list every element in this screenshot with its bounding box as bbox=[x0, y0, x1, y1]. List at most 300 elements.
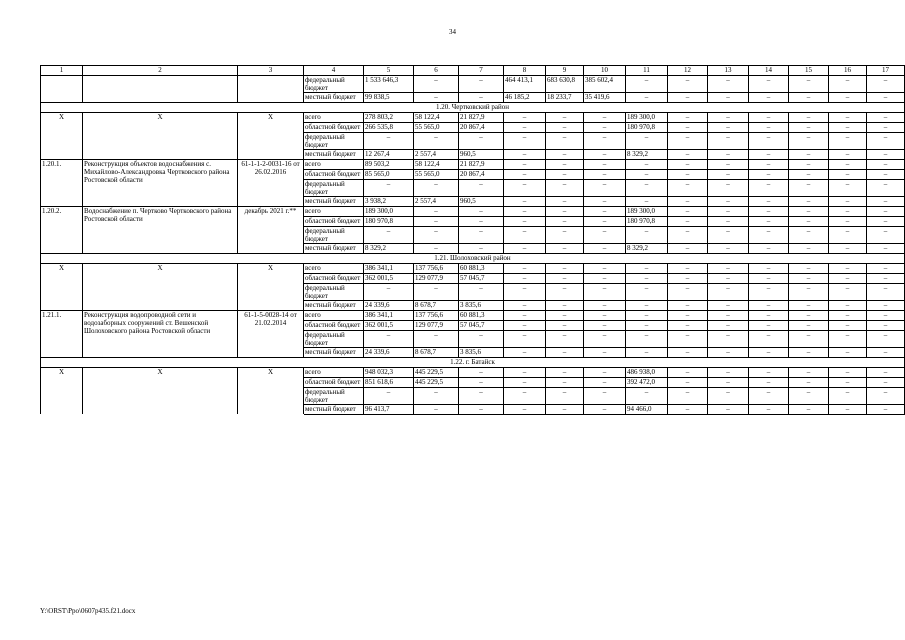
section-row bbox=[41, 254, 905, 264]
amount-cell: – bbox=[829, 123, 867, 133]
object-name: Реконструкция водопроводной сети и водозаборных сооружений ст. Вешенской Шолоховского района Ростовской области bbox=[83, 311, 238, 358]
amount-cell: – bbox=[584, 301, 626, 311]
amount-cell: – bbox=[668, 368, 708, 378]
amount-cell: – bbox=[867, 150, 905, 160]
amount-cell: – bbox=[546, 227, 584, 244]
amount-cell: 266 535,8 bbox=[364, 123, 414, 133]
amount-cell: 464 413,1 bbox=[504, 76, 546, 93]
funding-source: федеральный бюджет bbox=[304, 284, 364, 301]
amount-cell: 94 466,0 bbox=[626, 405, 668, 415]
funding-source: областной бюджет bbox=[304, 123, 364, 133]
funding-source: всего bbox=[304, 264, 364, 274]
amount-cell: – bbox=[504, 244, 546, 254]
funding-source: областной бюджет bbox=[304, 170, 364, 180]
amount-cell: – bbox=[546, 368, 584, 378]
amount-cell: 60 881,3 bbox=[459, 311, 504, 321]
amount-cell: – bbox=[749, 76, 789, 93]
item-number: 1.20.2. bbox=[41, 207, 83, 254]
amount-cell: – bbox=[708, 93, 749, 103]
amount-cell: 683 630,8 bbox=[546, 76, 584, 93]
amount-cell: – bbox=[414, 331, 459, 348]
amount-cell: – bbox=[789, 378, 829, 388]
amount-cell: – bbox=[504, 197, 546, 207]
amount-cell: – bbox=[414, 227, 459, 244]
section-title: 1.21. Шолоховский район bbox=[41, 254, 905, 264]
amount-cell: – bbox=[364, 331, 414, 348]
amount-cell: – bbox=[789, 244, 829, 254]
amount-cell: – bbox=[668, 197, 708, 207]
amount-cell: 99 838,5 bbox=[364, 93, 414, 103]
object-name: Х bbox=[83, 264, 238, 311]
amount-cell: 486 938,0 bbox=[626, 368, 668, 378]
amount-cell: – bbox=[668, 301, 708, 311]
amount-cell: – bbox=[867, 197, 905, 207]
amount-cell: – bbox=[414, 133, 459, 150]
table-row bbox=[41, 264, 905, 274]
funding-source: местный бюджет bbox=[304, 244, 364, 254]
amount-cell: – bbox=[749, 197, 789, 207]
amount-cell: – bbox=[867, 274, 905, 284]
amount-cell: – bbox=[364, 284, 414, 301]
amount-cell: – bbox=[867, 368, 905, 378]
amount-cell: 960,5 bbox=[459, 197, 504, 207]
amount-cell: – bbox=[546, 244, 584, 254]
header-row bbox=[41, 66, 905, 76]
amount-cell: – bbox=[867, 321, 905, 331]
amount-cell: – bbox=[459, 217, 504, 227]
amount-cell: 55 565,0 bbox=[414, 170, 459, 180]
amount-cell: – bbox=[829, 311, 867, 321]
column-number: 17 bbox=[867, 66, 905, 76]
amount-cell: – bbox=[584, 197, 626, 207]
column-number: 2 bbox=[83, 66, 238, 76]
amount-cell: – bbox=[459, 93, 504, 103]
amount-cell: – bbox=[668, 170, 708, 180]
amount-cell: – bbox=[829, 180, 867, 197]
amount-cell: – bbox=[867, 311, 905, 321]
amount-cell: – bbox=[504, 113, 546, 123]
amount-cell: – bbox=[668, 264, 708, 274]
amount-cell: – bbox=[829, 207, 867, 217]
amount-cell: 8 329,2 bbox=[626, 150, 668, 160]
amount-cell: – bbox=[668, 133, 708, 150]
item-number: Х bbox=[41, 113, 83, 160]
amount-cell: – bbox=[584, 207, 626, 217]
amount-cell: – bbox=[749, 93, 789, 103]
table-row bbox=[41, 207, 905, 217]
amount-cell: – bbox=[708, 311, 749, 321]
amount-cell: – bbox=[504, 321, 546, 331]
amount-cell: 180 970,8 bbox=[626, 123, 668, 133]
amount-cell: 445 229,5 bbox=[414, 378, 459, 388]
funding-source: местный бюджет bbox=[304, 405, 364, 415]
column-number: 14 bbox=[749, 66, 789, 76]
amount-cell: – bbox=[708, 133, 749, 150]
amount-cell: – bbox=[459, 405, 504, 415]
amount-cell: – bbox=[504, 311, 546, 321]
amount-cell: – bbox=[749, 368, 789, 378]
column-number: 10 bbox=[584, 66, 626, 76]
amount-cell: – bbox=[626, 76, 668, 93]
funding-source: федеральный бюджет bbox=[304, 388, 364, 405]
amount-cell: – bbox=[626, 197, 668, 207]
amount-cell: 21 827,9 bbox=[459, 160, 504, 170]
amount-cell: – bbox=[867, 284, 905, 301]
amount-cell: – bbox=[789, 197, 829, 207]
amount-cell: – bbox=[829, 150, 867, 160]
amount-cell: – bbox=[867, 113, 905, 123]
amount-cell: 55 565,0 bbox=[414, 123, 459, 133]
amount-cell: – bbox=[789, 331, 829, 348]
amount-cell: – bbox=[459, 284, 504, 301]
amount-cell: 8 678,7 bbox=[414, 301, 459, 311]
amount-cell: – bbox=[584, 331, 626, 348]
amount-cell: – bbox=[626, 388, 668, 405]
amount-cell: – bbox=[414, 76, 459, 93]
amount-cell: – bbox=[668, 93, 708, 103]
amount-cell: – bbox=[668, 284, 708, 301]
amount-cell: – bbox=[829, 93, 867, 103]
amount-cell: – bbox=[668, 76, 708, 93]
column-number: 4 bbox=[304, 66, 364, 76]
amount-cell: – bbox=[668, 321, 708, 331]
column-number: 13 bbox=[708, 66, 749, 76]
amount-cell: – bbox=[867, 93, 905, 103]
amount-cell: – bbox=[789, 368, 829, 378]
amount-cell: – bbox=[546, 311, 584, 321]
amount-cell: – bbox=[708, 160, 749, 170]
amount-cell: – bbox=[584, 160, 626, 170]
amount-cell: – bbox=[584, 244, 626, 254]
amount-cell: – bbox=[749, 160, 789, 170]
column-number: 8 bbox=[504, 66, 546, 76]
amount-cell: – bbox=[708, 113, 749, 123]
amount-cell: 189 300,0 bbox=[364, 207, 414, 217]
amount-cell: – bbox=[708, 207, 749, 217]
amount-cell: 386 341,1 bbox=[364, 264, 414, 274]
amount-cell: – bbox=[749, 123, 789, 133]
amount-cell: – bbox=[364, 227, 414, 244]
amount-cell: 35 419,6 bbox=[584, 93, 626, 103]
amount-cell: 189 300,0 bbox=[626, 207, 668, 217]
amount-cell: – bbox=[708, 405, 749, 415]
amount-cell: – bbox=[708, 321, 749, 331]
amount-cell: – bbox=[668, 244, 708, 254]
amount-cell: – bbox=[504, 123, 546, 133]
amount-cell: – bbox=[626, 301, 668, 311]
amount-cell: – bbox=[789, 207, 829, 217]
section-row bbox=[41, 358, 905, 368]
column-number: 1 bbox=[41, 66, 83, 76]
amount-cell: – bbox=[504, 207, 546, 217]
amount-cell: – bbox=[867, 264, 905, 274]
amount-cell: – bbox=[867, 123, 905, 133]
section-title: 1.22. г. Батайск bbox=[41, 358, 905, 368]
amount-cell: – bbox=[749, 264, 789, 274]
amount-cell: 362 001,5 bbox=[364, 274, 414, 284]
amount-cell: 58 122,4 bbox=[414, 160, 459, 170]
amount-cell: – bbox=[749, 170, 789, 180]
amount-cell: – bbox=[789, 133, 829, 150]
table-row bbox=[41, 113, 905, 123]
amount-cell: – bbox=[829, 244, 867, 254]
amount-cell: – bbox=[546, 207, 584, 217]
amount-cell: – bbox=[867, 207, 905, 217]
amount-cell: – bbox=[546, 331, 584, 348]
amount-cell: – bbox=[708, 378, 749, 388]
amount-cell: – bbox=[584, 405, 626, 415]
amount-cell: 278 803,2 bbox=[364, 113, 414, 123]
amount-cell: – bbox=[789, 284, 829, 301]
amount-cell: 3 835,6 bbox=[459, 301, 504, 311]
amount-cell: – bbox=[546, 150, 584, 160]
amount-cell: – bbox=[749, 133, 789, 150]
expertise-reference: Х bbox=[238, 113, 304, 160]
amount-cell: 20 867,4 bbox=[459, 170, 504, 180]
amount-cell: 89 503,2 bbox=[364, 160, 414, 170]
amount-cell: – bbox=[789, 311, 829, 321]
expertise-reference: 61-1-1-2-0031-16 от 26.02.2016 bbox=[238, 160, 304, 207]
expertise-reference: Х bbox=[238, 264, 304, 311]
funding-source: всего bbox=[304, 160, 364, 170]
amount-cell: – bbox=[459, 331, 504, 348]
amount-cell: – bbox=[546, 388, 584, 405]
amount-cell: – bbox=[789, 113, 829, 123]
funding-source: федеральный бюджет bbox=[304, 133, 364, 150]
amount-cell: – bbox=[668, 180, 708, 197]
amount-cell: – bbox=[414, 244, 459, 254]
column-number: 5 bbox=[364, 66, 414, 76]
amount-cell: – bbox=[829, 321, 867, 331]
amount-cell: 8 329,2 bbox=[364, 244, 414, 254]
funding-source: областной бюджет bbox=[304, 217, 364, 227]
amount-cell: – bbox=[708, 368, 749, 378]
funding-source: местный бюджет bbox=[304, 301, 364, 311]
amount-cell: – bbox=[546, 170, 584, 180]
amount-cell: 129 077,9 bbox=[414, 321, 459, 331]
amount-cell: – bbox=[626, 321, 668, 331]
funding-source: местный бюджет bbox=[304, 197, 364, 207]
column-number: 16 bbox=[829, 66, 867, 76]
amount-cell: – bbox=[749, 388, 789, 405]
amount-cell: – bbox=[504, 368, 546, 378]
amount-cell: – bbox=[584, 113, 626, 123]
amount-cell: 3 835,6 bbox=[459, 348, 504, 358]
amount-cell: 1 533 646,3 bbox=[364, 76, 414, 93]
amount-cell: 57 045,7 bbox=[459, 321, 504, 331]
amount-cell: – bbox=[749, 311, 789, 321]
expertise-reference: 61-1-5-0028-14 от 21.02.2014 bbox=[238, 311, 304, 358]
amount-cell: 58 122,4 bbox=[414, 113, 459, 123]
amount-cell: – bbox=[789, 170, 829, 180]
amount-cell: – bbox=[504, 150, 546, 160]
amount-cell: – bbox=[749, 284, 789, 301]
amount-cell: – bbox=[829, 348, 867, 358]
amount-cell: – bbox=[708, 388, 749, 405]
funding-source: местный бюджет bbox=[304, 150, 364, 160]
amount-cell: – bbox=[626, 170, 668, 180]
amount-cell: – bbox=[546, 348, 584, 358]
amount-cell: – bbox=[829, 405, 867, 415]
table-row bbox=[41, 76, 905, 93]
amount-cell: – bbox=[584, 378, 626, 388]
amount-cell: – bbox=[546, 160, 584, 170]
amount-cell: – bbox=[459, 378, 504, 388]
amount-cell: 948 032,3 bbox=[364, 368, 414, 378]
amount-cell: – bbox=[749, 378, 789, 388]
amount-cell: – bbox=[829, 388, 867, 405]
amount-cell: – bbox=[584, 150, 626, 160]
amount-cell: – bbox=[668, 388, 708, 405]
amount-cell: – bbox=[414, 217, 459, 227]
amount-cell: – bbox=[668, 123, 708, 133]
funding-source: всего bbox=[304, 113, 364, 123]
amount-cell: – bbox=[749, 217, 789, 227]
amount-cell: – bbox=[789, 227, 829, 244]
amount-cell: 445 229,5 bbox=[414, 368, 459, 378]
amount-cell: – bbox=[749, 348, 789, 358]
amount-cell: – bbox=[867, 405, 905, 415]
amount-cell: 392 472,0 bbox=[626, 378, 668, 388]
amount-cell: – bbox=[546, 123, 584, 133]
amount-cell: – bbox=[749, 207, 789, 217]
amount-cell: – bbox=[708, 244, 749, 254]
amount-cell: – bbox=[414, 93, 459, 103]
amount-cell: 129 077,9 bbox=[414, 274, 459, 284]
amount-cell: – bbox=[789, 301, 829, 311]
column-number: 15 bbox=[789, 66, 829, 76]
funding-source: федеральный бюджет bbox=[304, 180, 364, 197]
amount-cell: – bbox=[668, 207, 708, 217]
amount-cell: 24 339,6 bbox=[364, 301, 414, 311]
amount-cell: – bbox=[708, 150, 749, 160]
amount-cell: – bbox=[829, 76, 867, 93]
amount-cell: – bbox=[867, 217, 905, 227]
amount-cell: – bbox=[789, 160, 829, 170]
amount-cell: 851 618,6 bbox=[364, 378, 414, 388]
amount-cell: – bbox=[504, 170, 546, 180]
amount-cell: – bbox=[867, 378, 905, 388]
amount-cell: 8 329,2 bbox=[626, 244, 668, 254]
amount-cell: – bbox=[789, 264, 829, 274]
amount-cell: 12 267,4 bbox=[364, 150, 414, 160]
amount-cell: – bbox=[829, 284, 867, 301]
amount-cell: – bbox=[459, 133, 504, 150]
section-title: 1.20. Чертковский район bbox=[41, 103, 905, 113]
amount-cell: – bbox=[749, 274, 789, 284]
amount-cell: – bbox=[749, 244, 789, 254]
amount-cell: – bbox=[749, 301, 789, 311]
expertise-reference: Х bbox=[238, 368, 304, 415]
amount-cell: – bbox=[708, 123, 749, 133]
amount-cell: – bbox=[829, 197, 867, 207]
amount-cell: – bbox=[626, 348, 668, 358]
amount-cell: – bbox=[829, 264, 867, 274]
amount-cell: – bbox=[414, 405, 459, 415]
amount-cell: – bbox=[668, 274, 708, 284]
amount-cell: – bbox=[867, 76, 905, 93]
amount-cell: – bbox=[546, 405, 584, 415]
expertise-reference bbox=[238, 76, 304, 103]
budget-table bbox=[40, 65, 905, 415]
item-number: Х bbox=[41, 264, 83, 311]
amount-cell: 3 938,2 bbox=[364, 197, 414, 207]
amount-cell: – bbox=[789, 274, 829, 284]
column-number: 12 bbox=[668, 66, 708, 76]
amount-cell: 386 341,1 bbox=[364, 311, 414, 321]
amount-cell: – bbox=[504, 180, 546, 197]
amount-cell: – bbox=[708, 217, 749, 227]
amount-cell: – bbox=[504, 331, 546, 348]
amount-cell: – bbox=[829, 274, 867, 284]
amount-cell: – bbox=[829, 160, 867, 170]
amount-cell: – bbox=[546, 378, 584, 388]
amount-cell: – bbox=[668, 150, 708, 160]
amount-cell: – bbox=[668, 113, 708, 123]
amount-cell: – bbox=[867, 331, 905, 348]
amount-cell: – bbox=[584, 274, 626, 284]
amount-cell: – bbox=[626, 274, 668, 284]
amount-cell: 362 001,5 bbox=[364, 321, 414, 331]
amount-cell: – bbox=[789, 93, 829, 103]
amount-cell: – bbox=[626, 160, 668, 170]
amount-cell: – bbox=[364, 180, 414, 197]
column-number: 3 bbox=[238, 66, 304, 76]
amount-cell: – bbox=[626, 227, 668, 244]
amount-cell: – bbox=[668, 227, 708, 244]
amount-cell: 2 557,4 bbox=[414, 197, 459, 207]
amount-cell: – bbox=[708, 170, 749, 180]
amount-cell: – bbox=[708, 264, 749, 274]
amount-cell: – bbox=[584, 311, 626, 321]
amount-cell: 189 300,0 bbox=[626, 113, 668, 123]
amount-cell: – bbox=[708, 331, 749, 348]
funding-source: федеральный бюджет bbox=[304, 227, 364, 244]
funding-source: областной бюджет bbox=[304, 378, 364, 388]
amount-cell: – bbox=[749, 331, 789, 348]
amount-cell: – bbox=[626, 284, 668, 301]
amount-cell: – bbox=[829, 227, 867, 244]
amount-cell: – bbox=[584, 123, 626, 133]
amount-cell: – bbox=[546, 217, 584, 227]
amount-cell: – bbox=[789, 150, 829, 160]
amount-cell: 24 339,6 bbox=[364, 348, 414, 358]
amount-cell: – bbox=[708, 301, 749, 311]
expertise-reference: декабрь 2021 г.** bbox=[238, 207, 304, 254]
funding-source: местный бюджет bbox=[304, 93, 364, 103]
amount-cell: 20 867,4 bbox=[459, 123, 504, 133]
amount-cell: – bbox=[459, 368, 504, 378]
amount-cell: 18 233,7 bbox=[546, 93, 584, 103]
object-name bbox=[83, 76, 238, 103]
amount-cell: – bbox=[708, 227, 749, 244]
amount-cell: 2 557,4 bbox=[414, 150, 459, 160]
amount-cell: 385 602,4 bbox=[584, 76, 626, 93]
column-number: 6 bbox=[414, 66, 459, 76]
amount-cell: – bbox=[668, 217, 708, 227]
amount-cell: – bbox=[708, 76, 749, 93]
amount-cell: – bbox=[867, 348, 905, 358]
amount-cell: – bbox=[708, 348, 749, 358]
amount-cell: – bbox=[626, 180, 668, 197]
page-number: 34 bbox=[449, 28, 456, 36]
amount-cell: – bbox=[668, 160, 708, 170]
amount-cell: – bbox=[867, 133, 905, 150]
amount-cell: – bbox=[504, 217, 546, 227]
amount-cell: – bbox=[459, 244, 504, 254]
amount-cell: – bbox=[546, 197, 584, 207]
amount-cell: – bbox=[668, 405, 708, 415]
